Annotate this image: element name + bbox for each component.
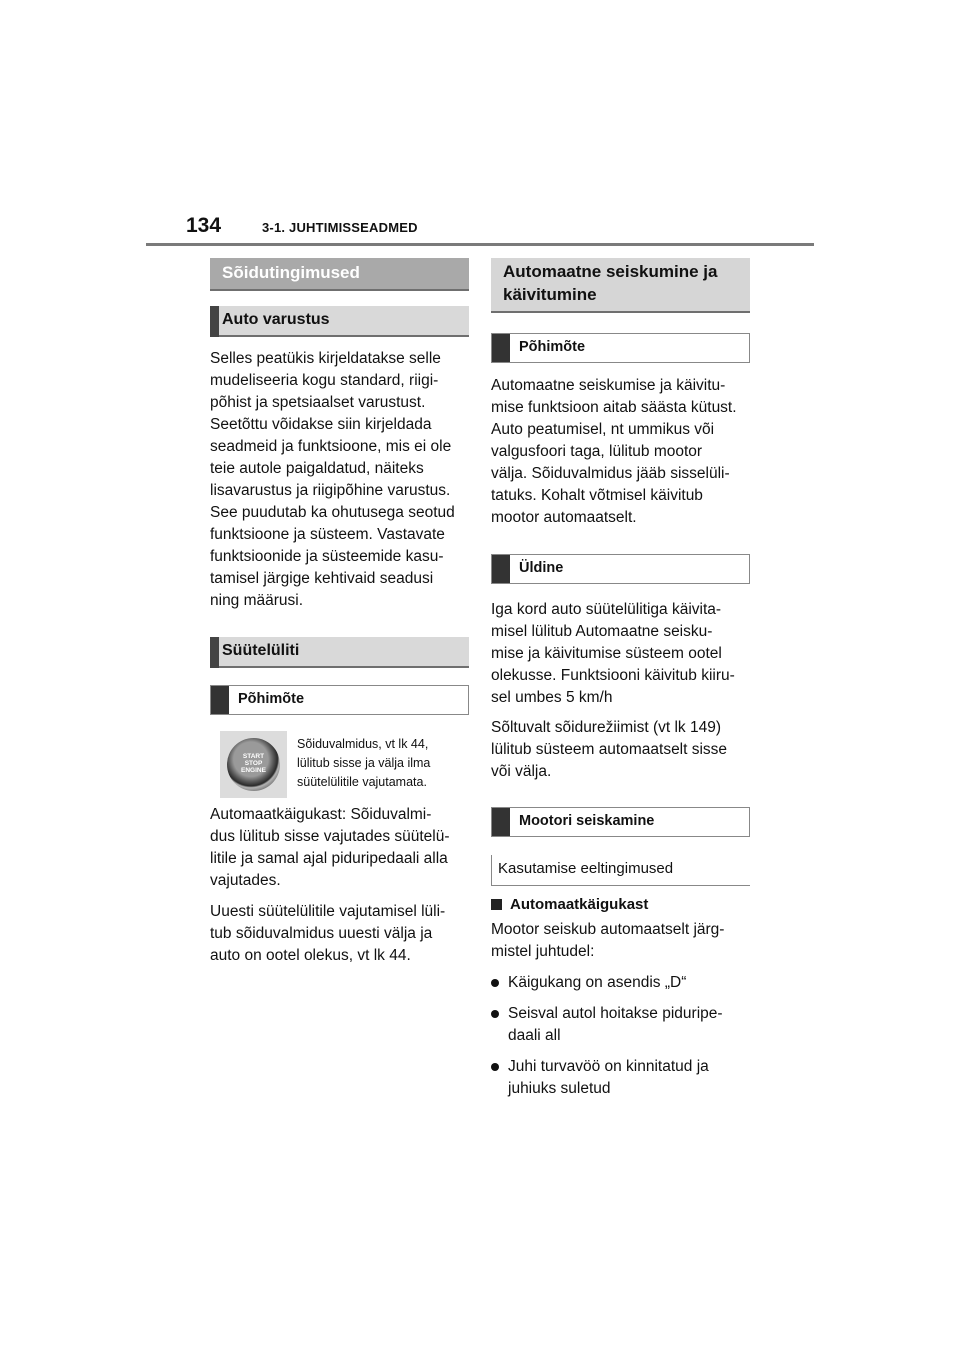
section-heading-automaatne-seiskumine: Automaatne seiskumine ja käivitumine [491,258,750,313]
heading-mootori-seiskamine: Mootori seiskamine [491,807,750,837]
square-bullet-icon [491,899,502,910]
list-item: Seisval autol hoitakse piduripe- daali all [491,1003,750,1047]
start-stop-button-image [220,731,287,798]
heading-pohimote-left: Põhimõte [210,685,469,715]
start-stop-label: START STOP ENGINE [241,753,266,774]
list-item: Käigukang on asendis „D“ [491,972,750,994]
section-heading-soidutingimused: Sõidutingimused [210,258,469,291]
auto-varustus-text: Selles peatükis kirjeldatakse selle mudeliseeria kogu standard, riigi- põhist ja spetsiaalset varustust. Seetõttu võidakse siin kirjeldada seadmeid ja funktsioone, mis ei ole teie autole paigaldatud, näiteks lisavarustus ja riigipõhine varustus. See puudutab ka ohutusega seotud funktsioone ja süsteem. Vastavate funktsioonide ja süsteemide kasu- tamisel järgige kehtivaid seadusi ning määrusi. [210,350,455,609]
syytelyliti-paragraph-1: Automaatkäigukast: Sõiduvalmi- dus lülitub sisse vajutades süütelü- litile ja samal ajal piduripedaali alla vajutades. [210,806,450,889]
right-column [491,258,750,1100]
heading-automaatkaigukast: Automaatkäigukast [491,896,750,913]
heading-auto-varustus: Auto varustus [210,306,469,337]
mootori-seiskamine-intro: Mootor seiskub automaatselt järg- mistel juhtudel: [491,921,725,960]
syytelyliti-paragraph-2: Uuesti süütelülitile vajutamisel lüli- tub sõiduvalmidus uuesti välja ja auto on ootel olekus, vt lk 44. [210,903,446,964]
start-stop-figure [210,731,469,798]
heading-pohimote-right: Põhimõte [491,333,750,363]
chapter-title: 3-1. JUHTIMISSEADMED [262,220,418,235]
left-column [210,258,469,967]
uldine-paragraph-1: Iga kord auto süütelülitiga käivita- misel lülitub Automaatne seisku- mise ja käivitumise süsteem ootel olekusse. Funktsiooni käivitub kiiru- sel umbes 5 km/h [491,601,735,706]
bullet-icon [491,1010,499,1018]
list-item: Juhi turvavöö on kinnitatud ja juhiuks suletud [491,1056,750,1100]
heading-uldine: Üldine [491,554,750,584]
bullet-icon [491,979,499,987]
heading-kasutamise-eeltingimused: Kasutamise eeltingimused [491,855,750,886]
pohimote-text: Automaatne seiskumise ja käivitu- mise funktsioon aitab säästa kütust. Auto peatumisel, nt ummikus või valgusfoori taga, lülitub mootor välja. Sõiduvalmidus jääb sisselüli- tatuks. Kohalt võtmisel käivitub mootor automaatselt. [491,377,737,526]
bullet-icon [491,1063,499,1071]
uldine-paragraph-2: Sõltuvalt sõidurežiimist (vt lk 149) lülitub süsteem automaatselt sisse või välja. [491,719,728,780]
page-number: 134 [186,214,222,237]
header-divider [146,243,814,246]
heading-syytelyliti: Süütelüliti [210,637,469,668]
figure-caption: Sõiduvalmidus, vt lk 44, lülitub sisse ja välja ilma süütelülitile vajutamata. [297,737,431,789]
